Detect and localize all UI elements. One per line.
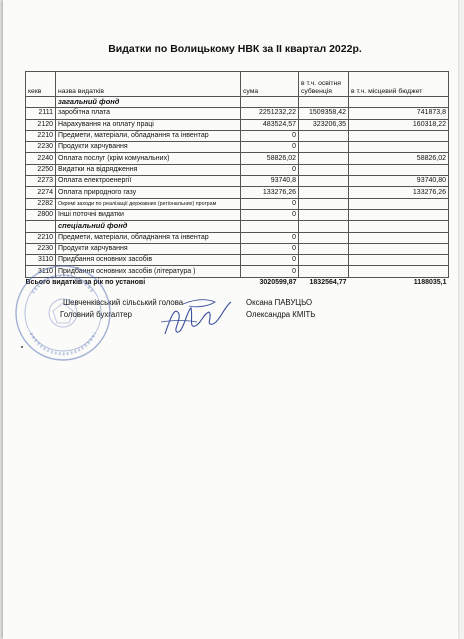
document-title: Видатки по Волицькому НВК за ІІ квартал 2022р. (108, 43, 362, 55)
cell-name: Предмети, матеріали, обладнання та інвентар (56, 232, 241, 243)
cell-local (349, 255, 449, 266)
cell-name: Оплата електроенергії (56, 176, 241, 187)
cell-subvention (299, 255, 349, 266)
cell-name: Продукти харчування (56, 142, 241, 153)
expenses-table (25, 71, 449, 289)
cell-code (26, 221, 56, 232)
cell-subvention (299, 221, 349, 232)
cell-name: загальний фонд (56, 97, 241, 108)
table-row (26, 232, 449, 243)
cell-name: Придбання основних засобів (література ) (56, 266, 241, 277)
cell-subvention (299, 97, 349, 108)
cell-code: 2111 (26, 108, 56, 119)
total-label: Всього видатків за рік по установі (25, 279, 146, 287)
cell-code: 2120 (26, 119, 56, 130)
cell-code: 2273 (26, 176, 56, 187)
cell-subvention (299, 164, 349, 175)
cell-sum: 0 (241, 209, 299, 220)
cell-name: Оплата послуг (крім комунальних) (56, 153, 241, 164)
cell-sum: 2251232,22 (241, 108, 299, 119)
table-row (26, 153, 449, 164)
section-row (26, 221, 449, 232)
cell-code: 2210 (26, 232, 56, 243)
total-local: 1188035,1 (413, 279, 447, 287)
cell-local (349, 266, 449, 277)
cell-local (349, 142, 449, 153)
cell-name: Предмети, матеріали, обладнання та інвентар (56, 130, 241, 141)
cell-name: Інші поточні видатки (56, 209, 241, 220)
table-row (26, 187, 449, 198)
cell-name: Придбання основних засобів (56, 255, 241, 266)
cell-code: 2230 (26, 142, 56, 153)
total-sum: 3020599,87 (259, 279, 297, 287)
cell-code: 2282 (26, 198, 56, 209)
cell-local (349, 232, 449, 243)
header-name: назва видатків (56, 72, 241, 97)
cell-subvention: 1509358,42 (299, 108, 349, 119)
cell-sum: 133276,26 (241, 187, 299, 198)
section-row (26, 97, 449, 108)
cell-subvention (299, 266, 349, 277)
table-header-row (26, 72, 449, 97)
cell-local: 160318,22 (349, 119, 449, 130)
table-row (26, 119, 449, 130)
cell-name: Окремі заходи по реалізації державних (регіональних) програм (56, 198, 241, 209)
cell-local (349, 243, 449, 254)
accountant-name: Олександра КМІТЬ (246, 310, 316, 319)
table-row (26, 130, 449, 141)
cell-name: Нарахування на оплату праці (56, 119, 241, 130)
cell-name: заробітна плата (56, 108, 241, 119)
cell-subvention (299, 176, 349, 187)
signature-image (153, 296, 233, 340)
cell-local (349, 209, 449, 220)
header-code: кекв (26, 72, 56, 97)
cell-name: Продукти харчування (56, 243, 241, 254)
cell-local: 133276,26 (349, 187, 449, 198)
cell-local (349, 130, 449, 141)
cell-sum: 0 (241, 255, 299, 266)
cell-code: 2800 (26, 209, 56, 220)
cell-code: 3110 (26, 255, 56, 266)
head-title: Шевченківський сільський голова (63, 298, 184, 307)
cell-name: Оплата природного газу (56, 187, 241, 198)
cell-name: Видатки на відрядження (56, 164, 241, 175)
cell-code (26, 97, 56, 108)
cell-sum (241, 221, 299, 232)
cell-code: 2240 (26, 153, 56, 164)
cell-local (349, 198, 449, 209)
header-sum: сума (241, 72, 299, 97)
table-row (26, 176, 449, 187)
cell-sum: 0 (241, 198, 299, 209)
cell-code: 2250 (26, 164, 56, 175)
table-row (26, 198, 449, 209)
cell-local (349, 221, 449, 232)
total-sub: 1832564,77 (309, 279, 347, 287)
cell-local: 93740,80 (349, 176, 449, 187)
cell-local: 58826,02 (349, 153, 449, 164)
cell-code: 2274 (26, 187, 56, 198)
cell-code: 3110 (26, 266, 56, 277)
head-name: Оксана ПАВУЦЬО (246, 298, 313, 307)
cell-sum (241, 97, 299, 108)
cell-subvention (299, 142, 349, 153)
cell-local (349, 97, 449, 108)
table-row (26, 209, 449, 220)
table-row (26, 243, 449, 254)
header-local: в т.ч. місцевий бюджет (349, 72, 449, 97)
document-page (3, 0, 458, 639)
speck (21, 346, 23, 348)
cell-subvention (299, 153, 349, 164)
cell-subvention (299, 198, 349, 209)
cell-sum: 0 (241, 243, 299, 254)
cell-sum: 483524,57 (241, 119, 299, 130)
cell-sum: 0 (241, 266, 299, 277)
cell-local: 741873,8 (349, 108, 449, 119)
table-row (26, 164, 449, 175)
accountant-title: Головний бухгалтер (60, 310, 132, 319)
cell-subvention: 323206,35 (299, 119, 349, 130)
cell-sum: 93740,8 (241, 176, 299, 187)
table-row (26, 142, 449, 153)
cell-subvention (299, 187, 349, 198)
cell-sum: 0 (241, 232, 299, 243)
cell-subvention (299, 243, 349, 254)
cell-sum: 58826,02 (241, 153, 299, 164)
cell-sum: 0 (241, 130, 299, 141)
cell-code: 2210 (26, 130, 56, 141)
table-row (26, 108, 449, 119)
cell-name: спеціальний фонд (56, 221, 241, 232)
header-subvention: в т.ч. освітня субвенція (299, 72, 349, 97)
cell-code: 2230 (26, 243, 56, 254)
cell-local (349, 164, 449, 175)
cell-subvention (299, 232, 349, 243)
cell-subvention (299, 130, 349, 141)
cell-subvention (299, 209, 349, 220)
official-stamp (13, 263, 113, 363)
cell-sum: 0 (241, 142, 299, 153)
cell-sum: 0 (241, 164, 299, 175)
